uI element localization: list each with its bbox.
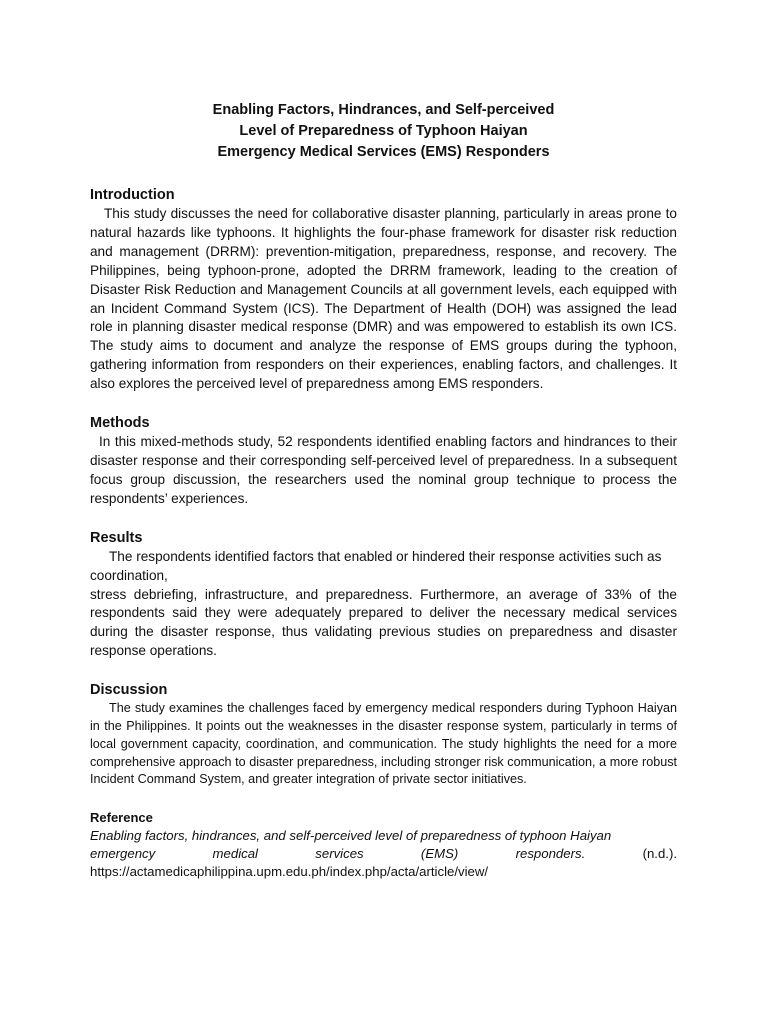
- reference-citation-line-2: [90, 845, 677, 863]
- reference-citation-line-1: Enabling factors, hindrances, and self-perceived level of preparedness of typhoon Haiyan: [90, 828, 612, 844]
- results-section: [90, 528, 677, 661]
- introduction-heading: Introduction: [90, 187, 175, 203]
- reference-url-link[interactable]: https://actamedicaphilippina.upm.edu.ph/index.php/acta/article/view/: [90, 864, 489, 880]
- discussion-heading: Discussion: [90, 682, 168, 699]
- reference-section: [90, 809, 677, 881]
- results-heading: Results: [90, 529, 143, 546]
- title-line-1: Enabling Factors, Hindrances, and Self-perceived: [212, 102, 555, 118]
- introduction-section: [90, 185, 677, 394]
- reference-heading: Reference: [90, 810, 153, 826]
- title-line-2: Level of Preparedness of Typhoon Haiyan: [239, 123, 528, 139]
- methods-section: [90, 413, 677, 509]
- document-page: [90, 100, 677, 881]
- document-title: [90, 100, 677, 163]
- results-text-second: stress debriefing, infrastructure, and preparedness. Furthermore, an average of 33% of the respondents said they were adequately prepared to deliver the necessary medical services during the disaster response, thus validating previous studies on preparedness and disaster response operations.: [90, 586, 677, 659]
- methods-heading: Methods: [90, 415, 150, 432]
- reference-citation-date: (n.d.).: [642, 846, 678, 862]
- discussion-section: [90, 680, 677, 789]
- results-text-first: The respondents identified factors that enabled or hindered their response activities such as coordination,: [90, 548, 662, 583]
- methods-text: In this mixed-methods study, 52 respondents identified enabling factors and hindrances to their disaster response and their corresponding self-perceived level of preparedness. In a subsequent focus group discussion, the researchers used the nominal group technique to process the respondents’ experiences.: [90, 434, 677, 506]
- introduction-text: This study discusses the need for collaborative disaster planning, particularly in areas prone to natural hazards like typhoons. It highlights the four-phase framework for disaster risk reduction and management (DRRM): prevention-mitigation, preparedness, response, and recovery. The Philippines, being typhoon-prone, adopted the DRRM framework, leading to the creation of Disaster Risk Reduction and Management Councils at all government levels, each equipped with an Incident Command System (ICS). The Department of Health (DOH) was assigned the lead role in planning disaster medical response (DMR) and was empowered to establish its own ICS. The study aims to document and analyze the response of EMS groups during the typhoon, gathering information from responders on their experiences, enabling factors, and challenges. It also explores the perceived level of preparedness among EMS responders.: [90, 206, 677, 392]
- discussion-text: The study examines the challenges faced by emergency medical responders during Typhoon Haiyan in the Philippines. It points out the weaknesses in the disaster response system, particularly in terms of local government capacity, coordination, and communication. The study highlights the need for a more comprehensive approach to disaster preparedness, including stronger risk communication, a more robust Incident Command System, and greater integration of private sector initiatives.: [90, 701, 677, 787]
- reference-citation-journal: emergency medical services (EMS) responders.: [90, 846, 586, 862]
- title-line-3: Emergency Medical Services (EMS) Responders: [217, 144, 550, 160]
